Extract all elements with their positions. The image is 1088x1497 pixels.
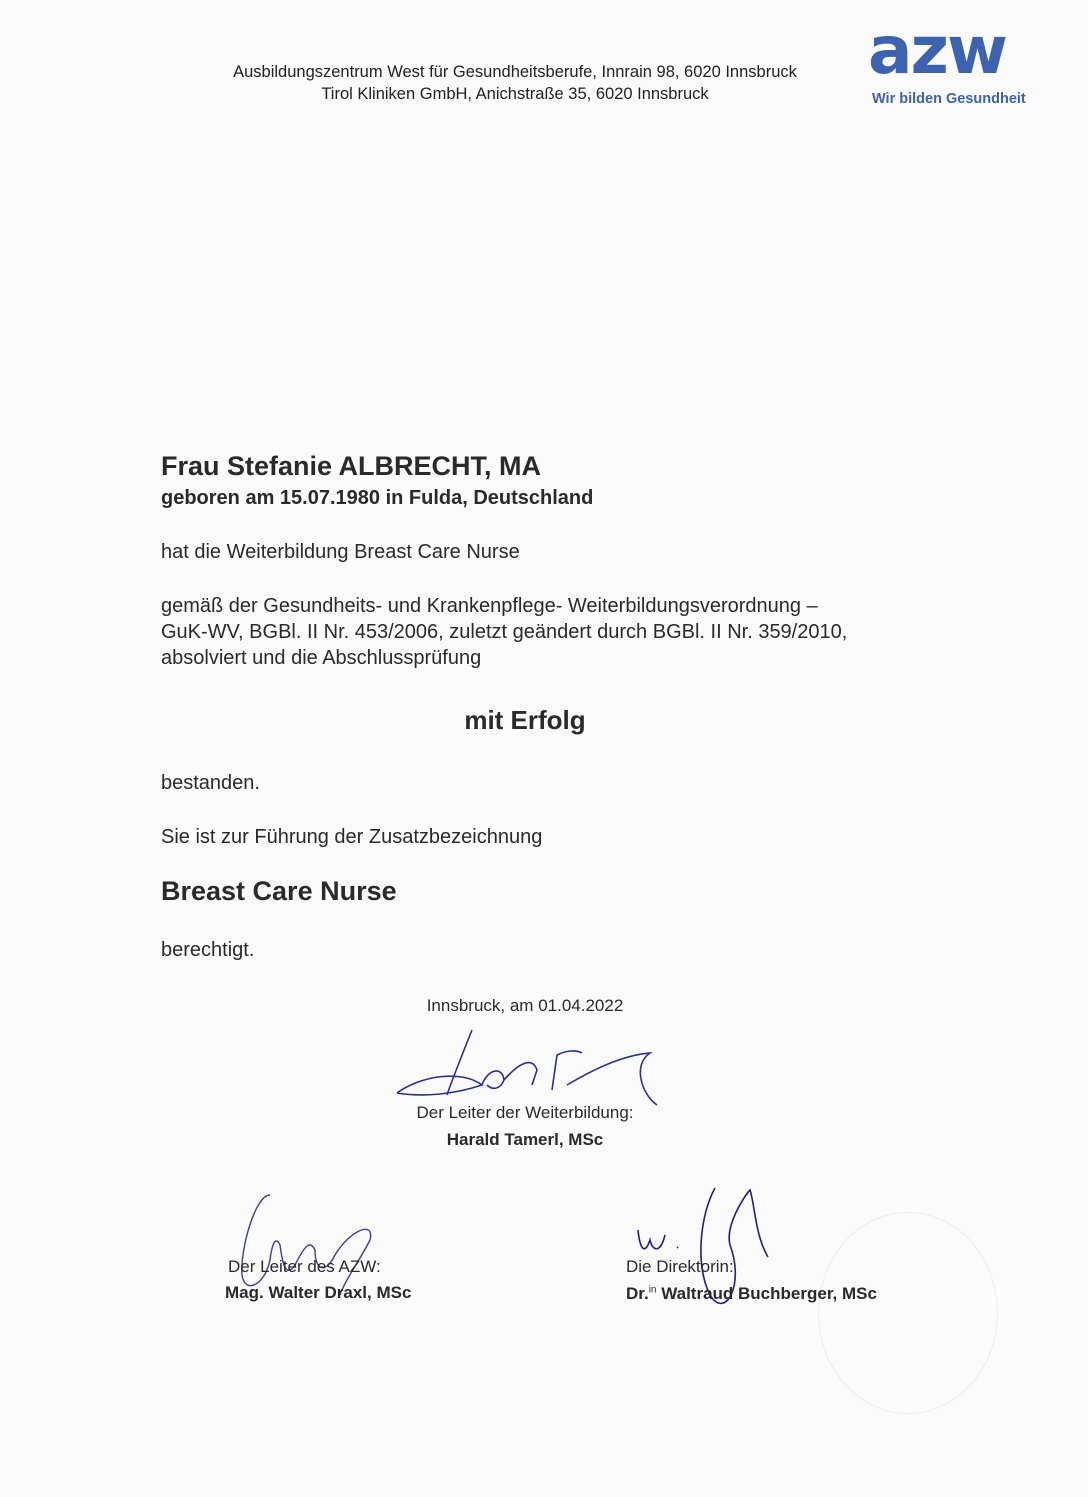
result-text: mit Erfolg [464, 705, 586, 735]
azw-head-name: Mag. Walter Draxl, MSc [225, 1283, 412, 1302]
signature-course-lead [392, 1025, 662, 1110]
place-date: Innsbruck, am 01.04.2022 [426, 996, 624, 1015]
intro-text: hat die Weiterbildung Breast Care Nurse [161, 541, 520, 563]
course-lead-name: Harald Tamerl, MSc [446, 1130, 604, 1149]
header-address-line-2: Tirol Kliniken GmbH, Anichstraße 35, 6020 Innsbruck [321, 85, 709, 103]
legal-line-1: gemäß der Gesundheits- und Krankenpflege- Weiterbildungsverordnung – [161, 595, 818, 617]
director-role: Die Direktorin: [626, 1257, 734, 1276]
legal-line-2: GuK-WV, BGBl. II Nr. 453/2006, zuletzt geändert durch BGBl. II Nr. 359/2010, [161, 621, 848, 643]
course-lead-role: Der Leiter der Weiterbildung: [416, 1103, 634, 1122]
director-fullname: Waltraud Buchberger, MSc [656, 1284, 877, 1303]
entitled-text: berechtigt. [161, 939, 255, 961]
logo-tagline: Wir bilden Gesundheit [872, 91, 1026, 107]
recipient-birth: geboren am 15.07.1980 in Fulda, Deutschland [161, 487, 594, 509]
director-prefix: Dr. [626, 1284, 649, 1303]
azw-head-role: Der Leiter des AZW: [228, 1257, 381, 1276]
passed-text: bestanden. [161, 772, 260, 794]
embossed-seal [818, 1212, 998, 1414]
director-name [626, 1284, 877, 1304]
qualification-title: Breast Care Nurse [161, 876, 397, 906]
recipient-name: Frau Stefanie ALBRECHT, MA [161, 451, 542, 481]
header-address-line-1: Ausbildungszentrum West für Gesundheitsberufe, Innrain 98, 6020 Innsbruck [233, 63, 797, 81]
azw-logo: azw [868, 12, 1006, 89]
entitlement-text: Sie ist zur Führung der Zusatzbezeichnung [161, 826, 543, 848]
director-prefix-sup: in [648, 1284, 657, 1296]
legal-line-3: absolviert und die Abschlussprüfung [161, 647, 482, 669]
